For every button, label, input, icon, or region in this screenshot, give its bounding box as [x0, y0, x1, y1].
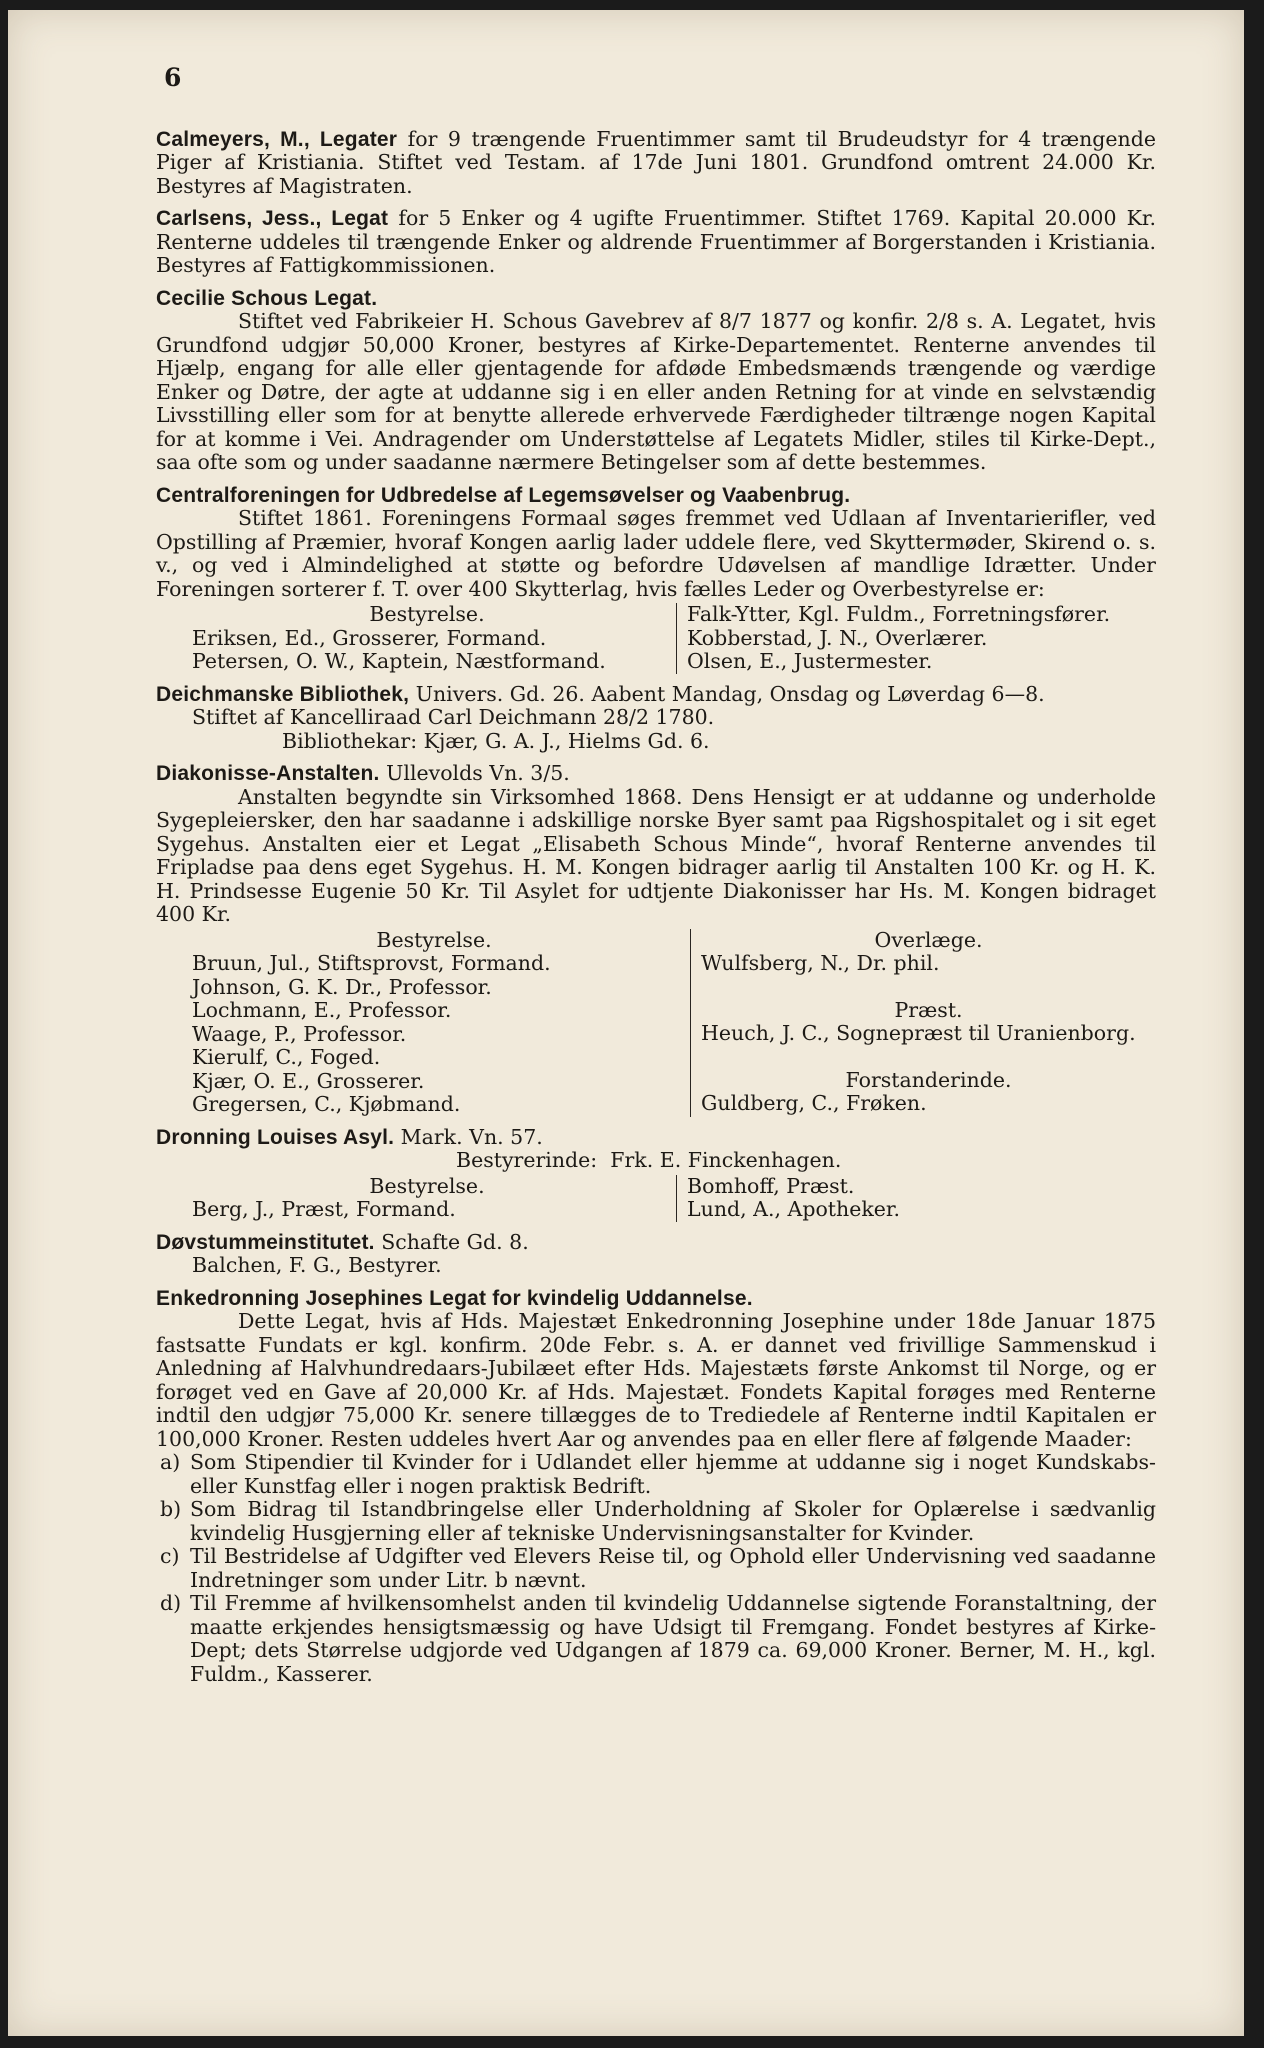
- list-item: [160, 1451, 1156, 1498]
- role-holder: Heuch, J. C., Sognepræst til Uranienborg.: [701, 1021, 1136, 1045]
- entry-heading: Calmeyers, M., Legater: [156, 127, 398, 151]
- entry-text: Stiftet 1861. Foreningens Formaal søges fremmet ved Udlaan af Inventarierifler, ved Opstilling af Præmier, hvoraf Kongen aarlig lader uddele flere, ved Skyttermøder, Skirend o. s. v., og ved i Almindelighed at støtte og befordre Udøvelsen af mandlige Idrætter. Under Foreningen sorterer f. T. over 400 Skytterlag, hvis fælles Leder og Overbestyrelse er:: [156, 506, 1156, 601]
- entry-address: Schafte Gd. 8.: [374, 1229, 529, 1254]
- board-columns: [192, 929, 1156, 1117]
- list-item-text: Som Stipendier til Kvinder for i Udlandet eller hjemme at uddanne sig i noget Kundskabs- eller Kunstfag eller i nogen praktisk Bedrift.: [190, 1450, 1156, 1498]
- directress-name: Frk. E. Finckenhagen.: [610, 1148, 842, 1172]
- entry-text: Stiftet ved Fabrikeier H. Schous Gavebrev af 8/7 1877 og konfir. 2/8 s. A. Legatet, hvis Grundfond udgjør 50,000 Kroner, bestyres af Kirke-Departementet. Renterne anvendes til Hjælp, engang for alle eller gjentagende for afdøde Embedsmænds trængende og værdige Enker og Døtre, der agte at uddanne sig i en eller anden Retning for at vinde en selvstændig Livsstilling eller som for at benytte allerede erhvervede Færdigheder tiltrænge nogen Kapital for at komme i Vei. Andragender om Understøttelse af Legatets Midler, stiles til Kirke-Dept., saa ofte som og under saadanne nærmere Betingelser som af dette bestemmes.: [156, 309, 1156, 474]
- entry-address: Mark. Vn. 57.: [394, 1124, 543, 1149]
- entry-text: Univers. Gd. 26. Aabent Mandag, Onsdag og Løverdag 6—8.: [409, 681, 1045, 706]
- role-heading: Præst.: [894, 997, 963, 1022]
- board-member: Kierulf, C., Foged.: [192, 1045, 381, 1069]
- list-item-label: c): [160, 1544, 180, 1568]
- list-item: [160, 1592, 1156, 1686]
- board-member: Berg, J., Præst, Formand.: [192, 1197, 456, 1221]
- page-number: 6: [164, 63, 182, 92]
- entry-heading: Dronning Louises Asyl.: [156, 1125, 395, 1149]
- entry-text: Anstalten begyndte sin Virksomhed 1868. Dens Hensigt er at uddanne og underholde Sygepleiersker, den har saadanne i adskillige norske Byer samt paa Rigshospitalet og i sit eget Sygehus. Anstalten eier et Legat „Elisabeth Schous Minde“, hvoraf Renterne anvendes til Fripladse paa dens eget Sygehus. H. M. Kongen bidrager aarlig til Anstalten 100 Kr. og H. K. H. Prindsesse Eugenie 50 Kr. Til Asylet for udtjente Diakonisser har Hs. M. Kongen bidraget 400 Kr.: [156, 784, 1156, 926]
- board-right-column: [676, 1175, 900, 1222]
- board-left-column: [192, 929, 690, 1117]
- board-columns: [192, 1175, 1156, 1222]
- entry-carlsens: [156, 207, 1156, 278]
- entry-heading: Centralforeningen for Udbredelse af Legemsøvelser og Vaabenbrug.: [156, 483, 851, 507]
- board-member: Gregersen, C., Kjøbmand.: [192, 1092, 461, 1116]
- list-item-text: Som Bidrag til Istandbringelse eller Underholdning af Skoler for Oplærelse i sædvanlig kvindelig Husgjerning eller af tekniske Undervisningsanstalter for Kvinder.: [190, 1497, 1156, 1545]
- entry-enkedronning-josephines-legat: [156, 1287, 1156, 1687]
- list-item: [160, 1545, 1156, 1592]
- entry-heading: Diakonisse-Anstalten.: [156, 762, 380, 785]
- entry-heading: Enkedronning Josephines Legat for kvindelig Uddannelse.: [156, 1286, 753, 1310]
- board-left-column: [192, 1175, 676, 1222]
- board-right-column: [676, 603, 1110, 674]
- list-item-label: a): [160, 1450, 181, 1474]
- board-member: Bomhoff, Præst.: [687, 1173, 855, 1198]
- list-item-text: Til Fremme af hvilkensomhelst anden til kvindelig Uddannelse sigtende Foranstaltning, der maatte erkjendes hensigtsmæssig og have Udsigt til Fremgang. Fondet bestyres af Kirke-Dept; dets Størrelse udgjorde ved Udgangen af 1879 ca. 69,000 Kroner. Berner, M. H., kgl. Fuldm., Kasserer.: [190, 1591, 1156, 1686]
- entry-address: Ullevolds Vn. 3/5.: [379, 761, 570, 785]
- role-holder: Guldberg, C., Frøken.: [701, 1091, 927, 1115]
- entry-text: for 9 trængende Fruentimmer samt til Brudeudstyr for 4 trængende Piger af Kristiania. Stiftet ved Testam. af 17de Juni 1801. Grundfond omtrent 24.000 Kr. Bestyres af Magistraten.: [156, 126, 1157, 198]
- entry-line: Bibliothekar: Kjær, G. A. J., Hielms Gd. 6.: [282, 728, 710, 753]
- page-content: [156, 63, 1157, 1695]
- board-left-column: [192, 603, 676, 674]
- entry-line: Balchen, F. G., Bestyrer.: [192, 1253, 442, 1277]
- entry-text: for 5 Enker og 4 ugifte Fruentimmer. Stiftet 1769. Kapital 20.000 Kr. Renterne uddeles til trængende Enker og aldrende Fruentimmer af Borgerstanden i Kristiania. Bestyres af Fattigkommissionen.: [156, 206, 1156, 277]
- entry-line: Stiftet af Kancelliraad Carl Deichmann 28/2 1780.: [192, 705, 715, 729]
- board-member: Johnson, G. K. Dr., Professor.: [192, 974, 492, 999]
- list-item-text: Til Bestridelse af Udgifter ved Elevers Reise til, og Ophold eller Undervisning ved saadanne Indretninger som under Litr. b nævnt.: [190, 1544, 1156, 1592]
- document-page: [8, 10, 1244, 2036]
- role-heading: Overlæge.: [874, 927, 983, 952]
- entry-centralforeningen: [156, 484, 1156, 674]
- list-item: [160, 1498, 1156, 1545]
- entry-deichmanske: [156, 683, 1156, 754]
- board-member: Eriksen, Ed., Grosserer, Formand.: [192, 625, 547, 650]
- role-holder: Wulfsberg, N., Dr. phil.: [701, 951, 940, 975]
- board-right-column: [690, 929, 1156, 1117]
- board-heading: Bestyrelse.: [376, 927, 492, 952]
- entry-dronning-louises-asyl: [156, 1126, 1156, 1222]
- directress-label: Bestyrerinde:: [456, 1148, 598, 1172]
- board-member: Petersen, O. W., Kaptein, Næstformand.: [192, 649, 606, 673]
- board-heading: Bestyrelse.: [369, 602, 485, 626]
- entry-heading: Deichmanske Bibliothek,: [156, 682, 410, 706]
- entry-calmeyers: [156, 128, 1156, 199]
- board-heading: Bestyrelse.: [369, 1173, 485, 1198]
- board-member: Olsen, E., Justermester.: [687, 649, 933, 673]
- entry-dovstummeinstitutet: [156, 1231, 1156, 1278]
- entry-heading: Døvstummeinstitutet.: [156, 1230, 375, 1254]
- board-member: Waage, P., Professor.: [192, 1021, 407, 1046]
- board-member: Lochmann, E., Professor.: [192, 998, 452, 1022]
- entry-heading: Cecilie Schous Legat.: [156, 286, 378, 310]
- role-heading: Forstanderinde.: [845, 1067, 1012, 1092]
- list-item-label: b): [160, 1497, 182, 1521]
- entry-text: Dette Legat, hvis af Hds. Majestæt Enkedronning Josephine under 18de Januar 1875 fastsatte Fundats er kgl. konfirm. 20de Febr. s. A. er dannet ved frivillige Sammenskud i Anledning af Halvhundredaars-Jubilæet efter Hds. Majestæts første Ankomst til Norge, og er forøget ved en Gave af 20,000 Kr. af Hds. Majestæt. Fondets Kapital forøges med Renterne indtil den udgjør 75,000 Kr. senere tillægges de to Trediedele af Renterne indtil Kapitalen er 100,000 Kroner. Resten uddeles hvert Aar og anvendes paa en eller flere af følgende Maader:: [156, 1309, 1156, 1451]
- board-columns: [192, 603, 1156, 674]
- board-member: Bruun, Jul., Stiftsprovst, Formand.: [192, 951, 551, 975]
- board-member: Kjær, O. E., Grosserer.: [192, 1068, 425, 1093]
- board-member: Kobberstad, J. N., Overlærer.: [687, 625, 988, 650]
- list-item-label: d): [160, 1591, 182, 1615]
- entry-heading: Carlsens, Jess., Legat: [156, 207, 389, 230]
- entry-diakonisse: [156, 762, 1156, 1117]
- entry-cecilie-schous: [156, 287, 1156, 475]
- board-member: Falk-Ytter, Kgl. Fuldm., Forretningsfører.: [687, 602, 1111, 626]
- board-member: Lund, A., Apotheker.: [687, 1197, 900, 1221]
